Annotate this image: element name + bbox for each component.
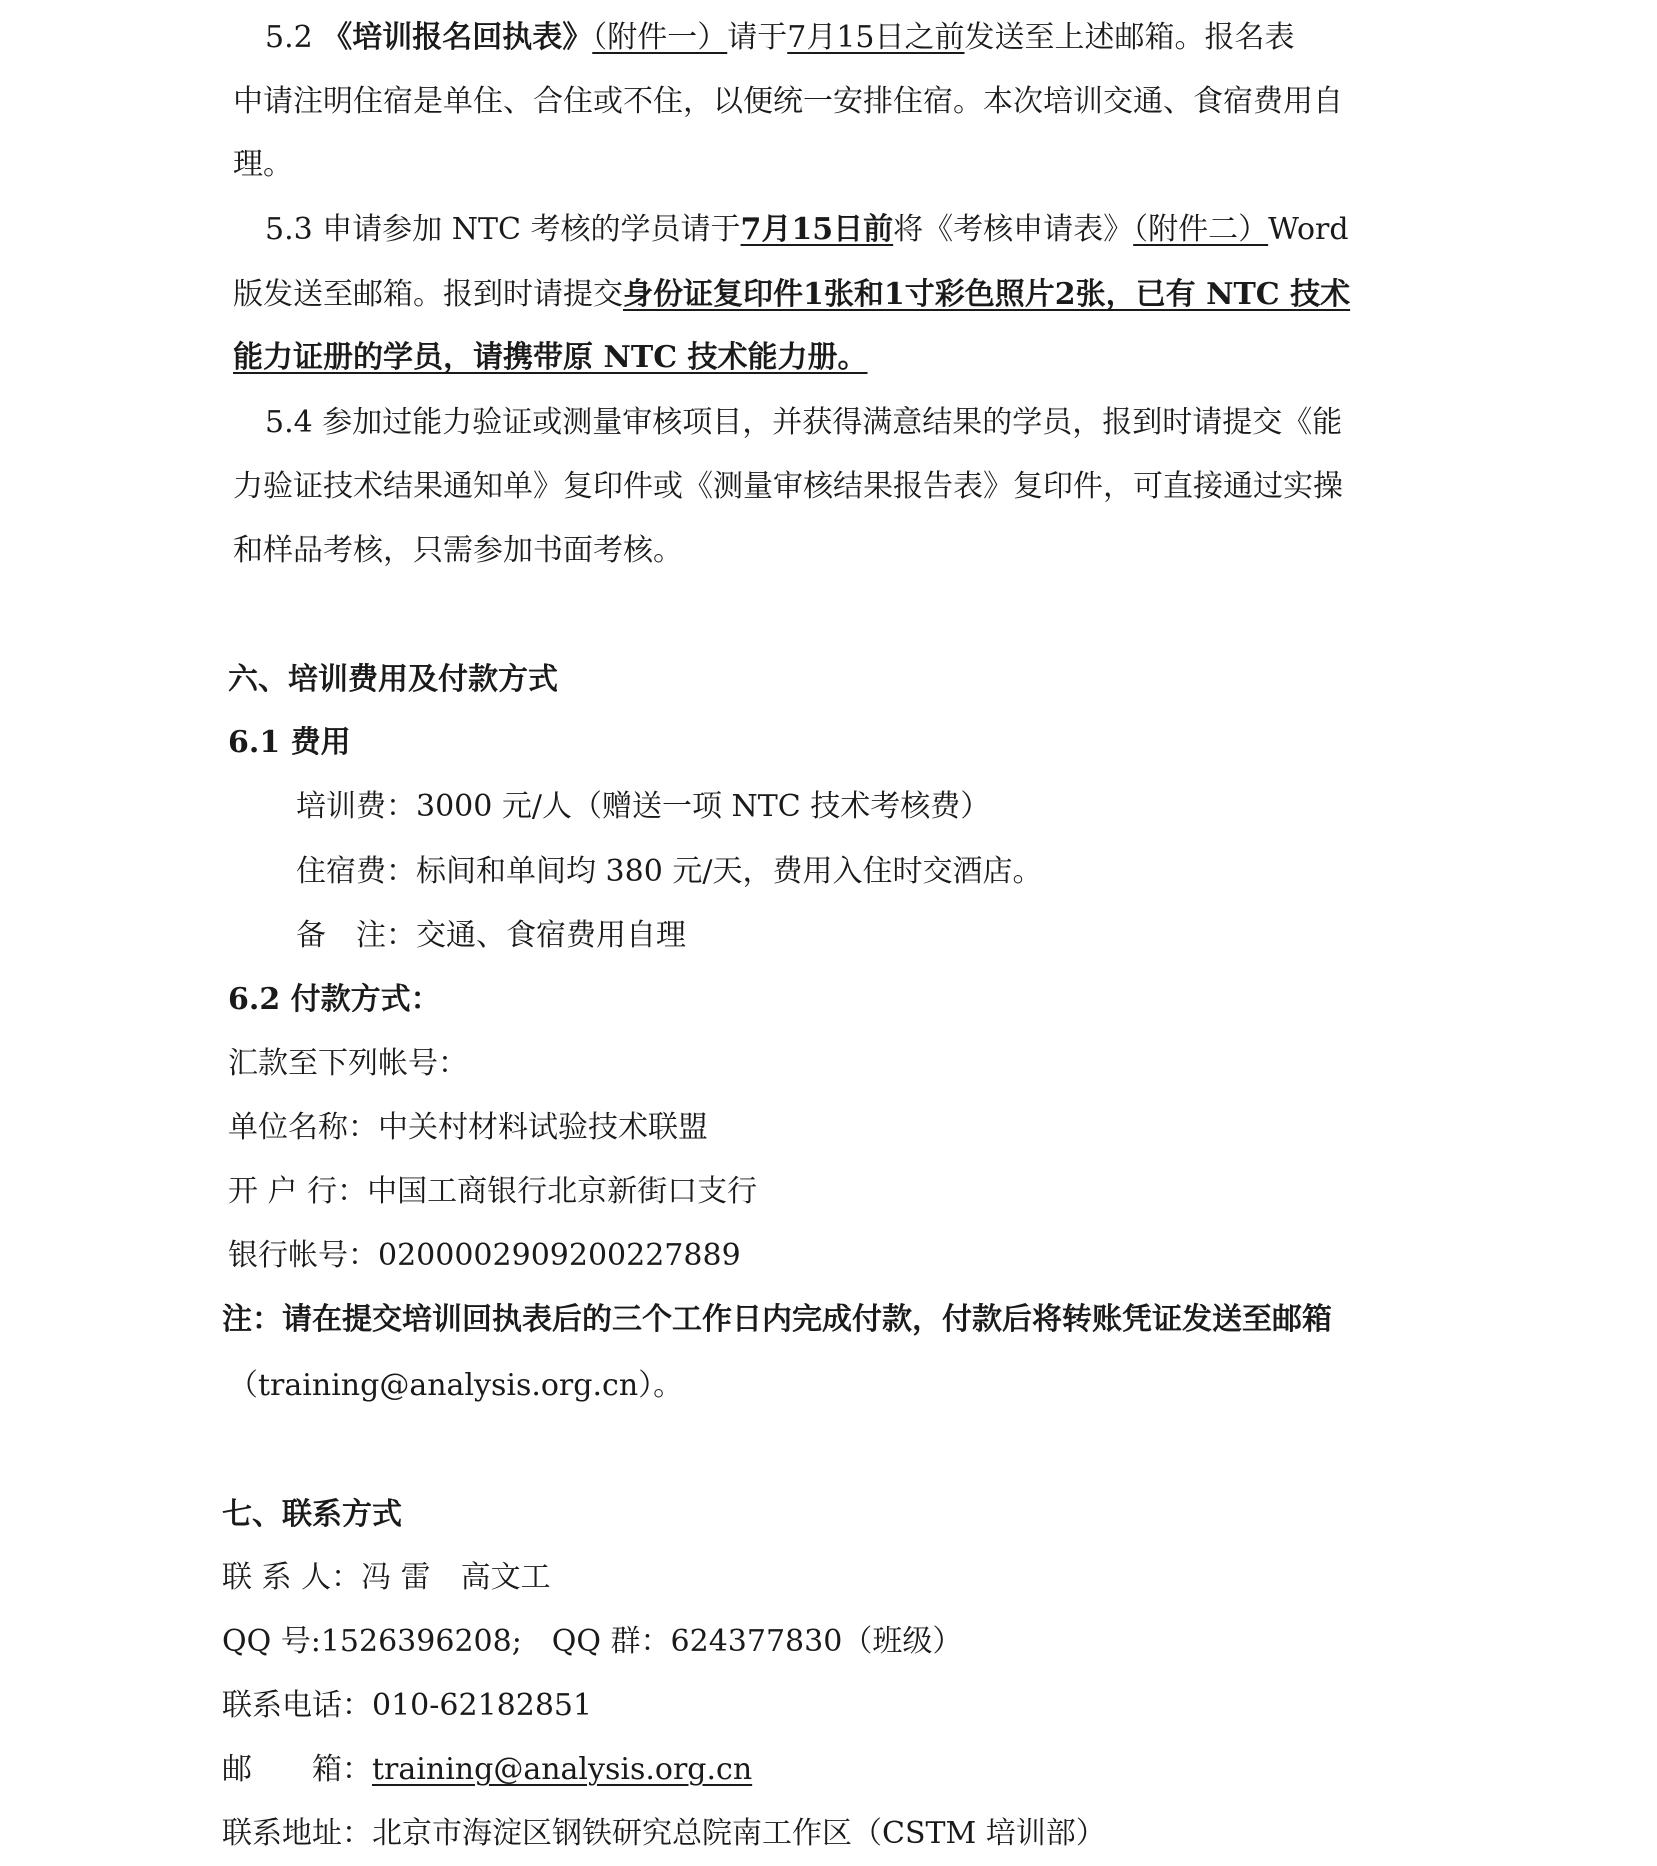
section-6-heading: 六、培训费用及付款方式 <box>228 662 558 697</box>
form-title: 《培训报名回执表》 <box>322 20 593 55</box>
payment-bank: 开 户 行：中国工商银行北京新街口支行 <box>228 1174 758 1209</box>
qq-line: QQ 号:1526396208; QQ 群：624377830（班级） <box>222 1624 963 1659</box>
section-5-2-line-3: 理。 <box>233 147 293 182</box>
section-5-2-line-1: 5.2 《培训报名回执表》（附件一）请于7月15日之前发送至上述邮箱。报名表 <box>265 20 1295 55</box>
payment-note-line-2: （training@analysis.org.cn）。 <box>228 1368 684 1403</box>
email-line <box>222 1750 752 1790</box>
payment-intro: 汇款至下列帐号： <box>228 1046 468 1081</box>
contact-label: 联 系 人： <box>222 1560 362 1595</box>
address-line: 联系地址：北京市海淀区钢铁研究总院南工作区（CSTM 培训部） <box>222 1816 1106 1851</box>
payment-unit-name: 单位名称：中关村材料试验技术联盟 <box>228 1110 708 1145</box>
phone-line: 联系电话：010-62182851 <box>222 1688 593 1723</box>
fee-lodging: 住宿费：标间和单间均 380 元/天，费用入住时交酒店。 <box>296 854 1043 889</box>
payment-heading: 6.2 付款方式： <box>228 982 441 1017</box>
section-5-3-line-3: 能力证册的学员，请携带原 NTC 技术能力册。 <box>233 340 868 375</box>
email-label: 邮 箱： <box>222 1752 372 1787</box>
deadline-date: 7月15日之前 <box>787 20 965 55</box>
payment-note-line-1: 注：请在提交培训回执表后的三个工作日内完成付款，付款后将转账凭证发送至邮箱 <box>222 1302 1332 1337</box>
section-5-2-line-2: 中请注明住宿是单住、合住或不住，以便统一安排住宿。本次培训交通、食宿费用自 <box>233 84 1343 119</box>
fee-heading: 6.1 费用 <box>228 725 351 760</box>
required-documents: 身份证复印件1张和1寸彩色照片2张，已有 NTC 技术 <box>623 277 1351 312</box>
section-5-4-line-2: 力验证技术结果通知单》复印件或《测量审核结果报告表》复印件，可直接通过实操 <box>233 469 1343 504</box>
section-5-3-line-2: 版发送至邮箱。报到时请提交身份证复印件1张和1寸彩色照片2张，已有 NTC 技术 <box>233 277 1351 312</box>
contact-persons <box>222 1558 551 1598</box>
contact-names: 冯 雷 高文工 <box>361 1560 551 1595</box>
fee-note: 备 注：交通、食宿费用自理 <box>296 918 686 953</box>
email-link[interactable]: training@analysis.org.cn <box>372 1752 753 1787</box>
payment-account: 银行帐号：0200002909200227889 <box>228 1238 741 1273</box>
section-number: 5.2 <box>265 20 323 55</box>
section-7-heading: 七、联系方式 <box>222 1497 402 1532</box>
attachment-ref: （附件一） <box>592 20 728 55</box>
fee-training: 培训费：3000 元/人（赠送一项 NTC 技术考核费） <box>296 789 991 824</box>
deadline-date: 7月15日前 <box>740 212 894 247</box>
attachment-ref: （附件二） <box>1133 212 1269 247</box>
section-5-4-line-1: 5.4 参加过能力验证或测量审核项目，并获得满意结果的学员，报到时请提交《能 <box>265 405 1343 440</box>
section-5-4-line-3: 和样品考核，只需参加书面考核。 <box>233 533 683 568</box>
section-5-3-line-1: 5.3 申请参加 NTC 考核的学员请于7月15日前将《考核申请表》（附件二）Word <box>265 212 1349 247</box>
